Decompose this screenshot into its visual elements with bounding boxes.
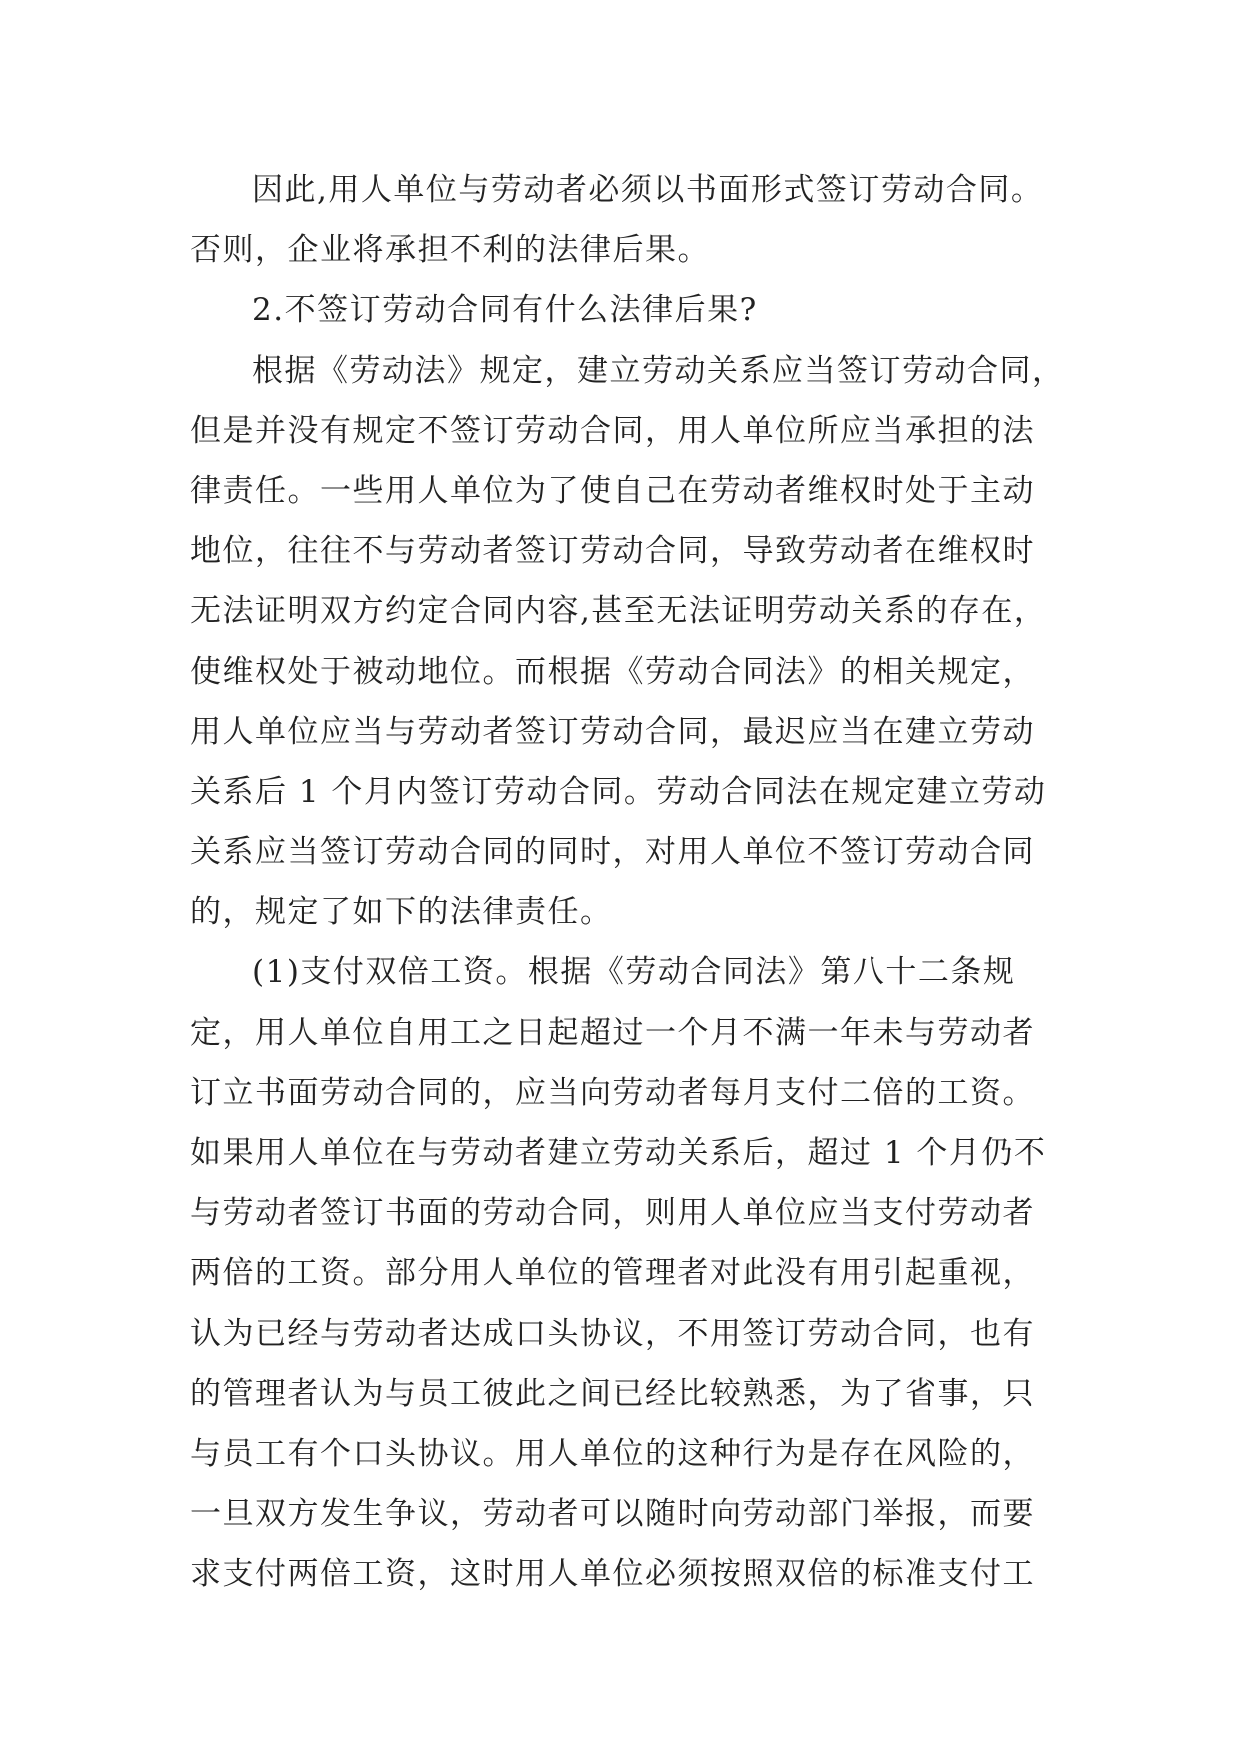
text-line: 定，用人单位自用工之日起超过一个月不满一年未与劳动者 — [190, 1014, 1035, 1051]
text-line: 使维权处于被动地位。而根据《劳动合同法》的相关规定， — [190, 653, 1035, 690]
text-line: 但是并没有规定不签订劳动合同，用人单位所应当承担的法 — [190, 412, 1035, 449]
text-line: 因此,用人单位与劳动者必须以书面形式签订劳动合同。 — [252, 172, 1044, 208]
text-line: 的，规定了如下的法律责任。 — [190, 894, 613, 931]
text-line: 与劳动者签订书面的劳动合同，则用人单位应当支付劳动者 — [190, 1195, 1035, 1232]
text-line: 两倍的工资。部分用人单位的管理者对此没有用引起重视， — [190, 1255, 1035, 1292]
text-line: 订立书面劳动合同的，应当向劳动者每月支付二倍的工资。 — [190, 1074, 1035, 1111]
document-body — [190, 160, 1090, 1605]
text-line: 用人单位应当与劳动者签订劳动合同，最迟应当在建立劳动 — [190, 713, 1035, 750]
section-heading: 2.不签订劳动合同有什么法律后果? — [252, 292, 758, 329]
text-line: 否则，企业将承担不利的法律后果。 — [190, 232, 710, 269]
text-line: 与员工有个口头协议。用人单位的这种行为是存在风险的， — [190, 1435, 1035, 1472]
text-line: 求支付两倍工资，这时用人单位必须按照双倍的标准支付工 — [190, 1556, 1035, 1593]
text-line: 根据《劳动法》规定，建立劳动关系应当签订劳动合同， — [252, 352, 1065, 389]
text-line: 律责任。一些用人单位为了使自己在劳动者维权时处于主动 — [190, 472, 1035, 509]
text-line: 认为已经与劳动者达成口头协议，不用签订劳动合同，也有 — [190, 1315, 1035, 1352]
text-line: 关系后 1 个月内签订劳动合同。劳动合同法在规定建立劳动 — [190, 773, 1047, 810]
text-line: 的管理者认为与员工彼此之间已经比较熟悉，为了省事，只 — [190, 1375, 1035, 1412]
text-line: 如果用人单位在与劳动者建立劳动关系后，超过 1 个月仍不 — [190, 1135, 1047, 1171]
text-line: 无法证明双方约定合同内容,甚至无法证明劳动关系的存在， — [190, 593, 1047, 630]
text-line: 关系应当签订劳动合同的同时，对用人单位不签订劳动合同 — [190, 834, 1035, 871]
text-line: (1)支付双倍工资。根据《劳动合同法》第八十二条规 — [252, 954, 1016, 991]
text-line: 地位，往往不与劳动者签订劳动合同，导致劳动者在维权时 — [190, 533, 1035, 570]
text-line: 一旦双方发生争议，劳动者可以随时向劳动部门举报，而要 — [190, 1496, 1035, 1533]
